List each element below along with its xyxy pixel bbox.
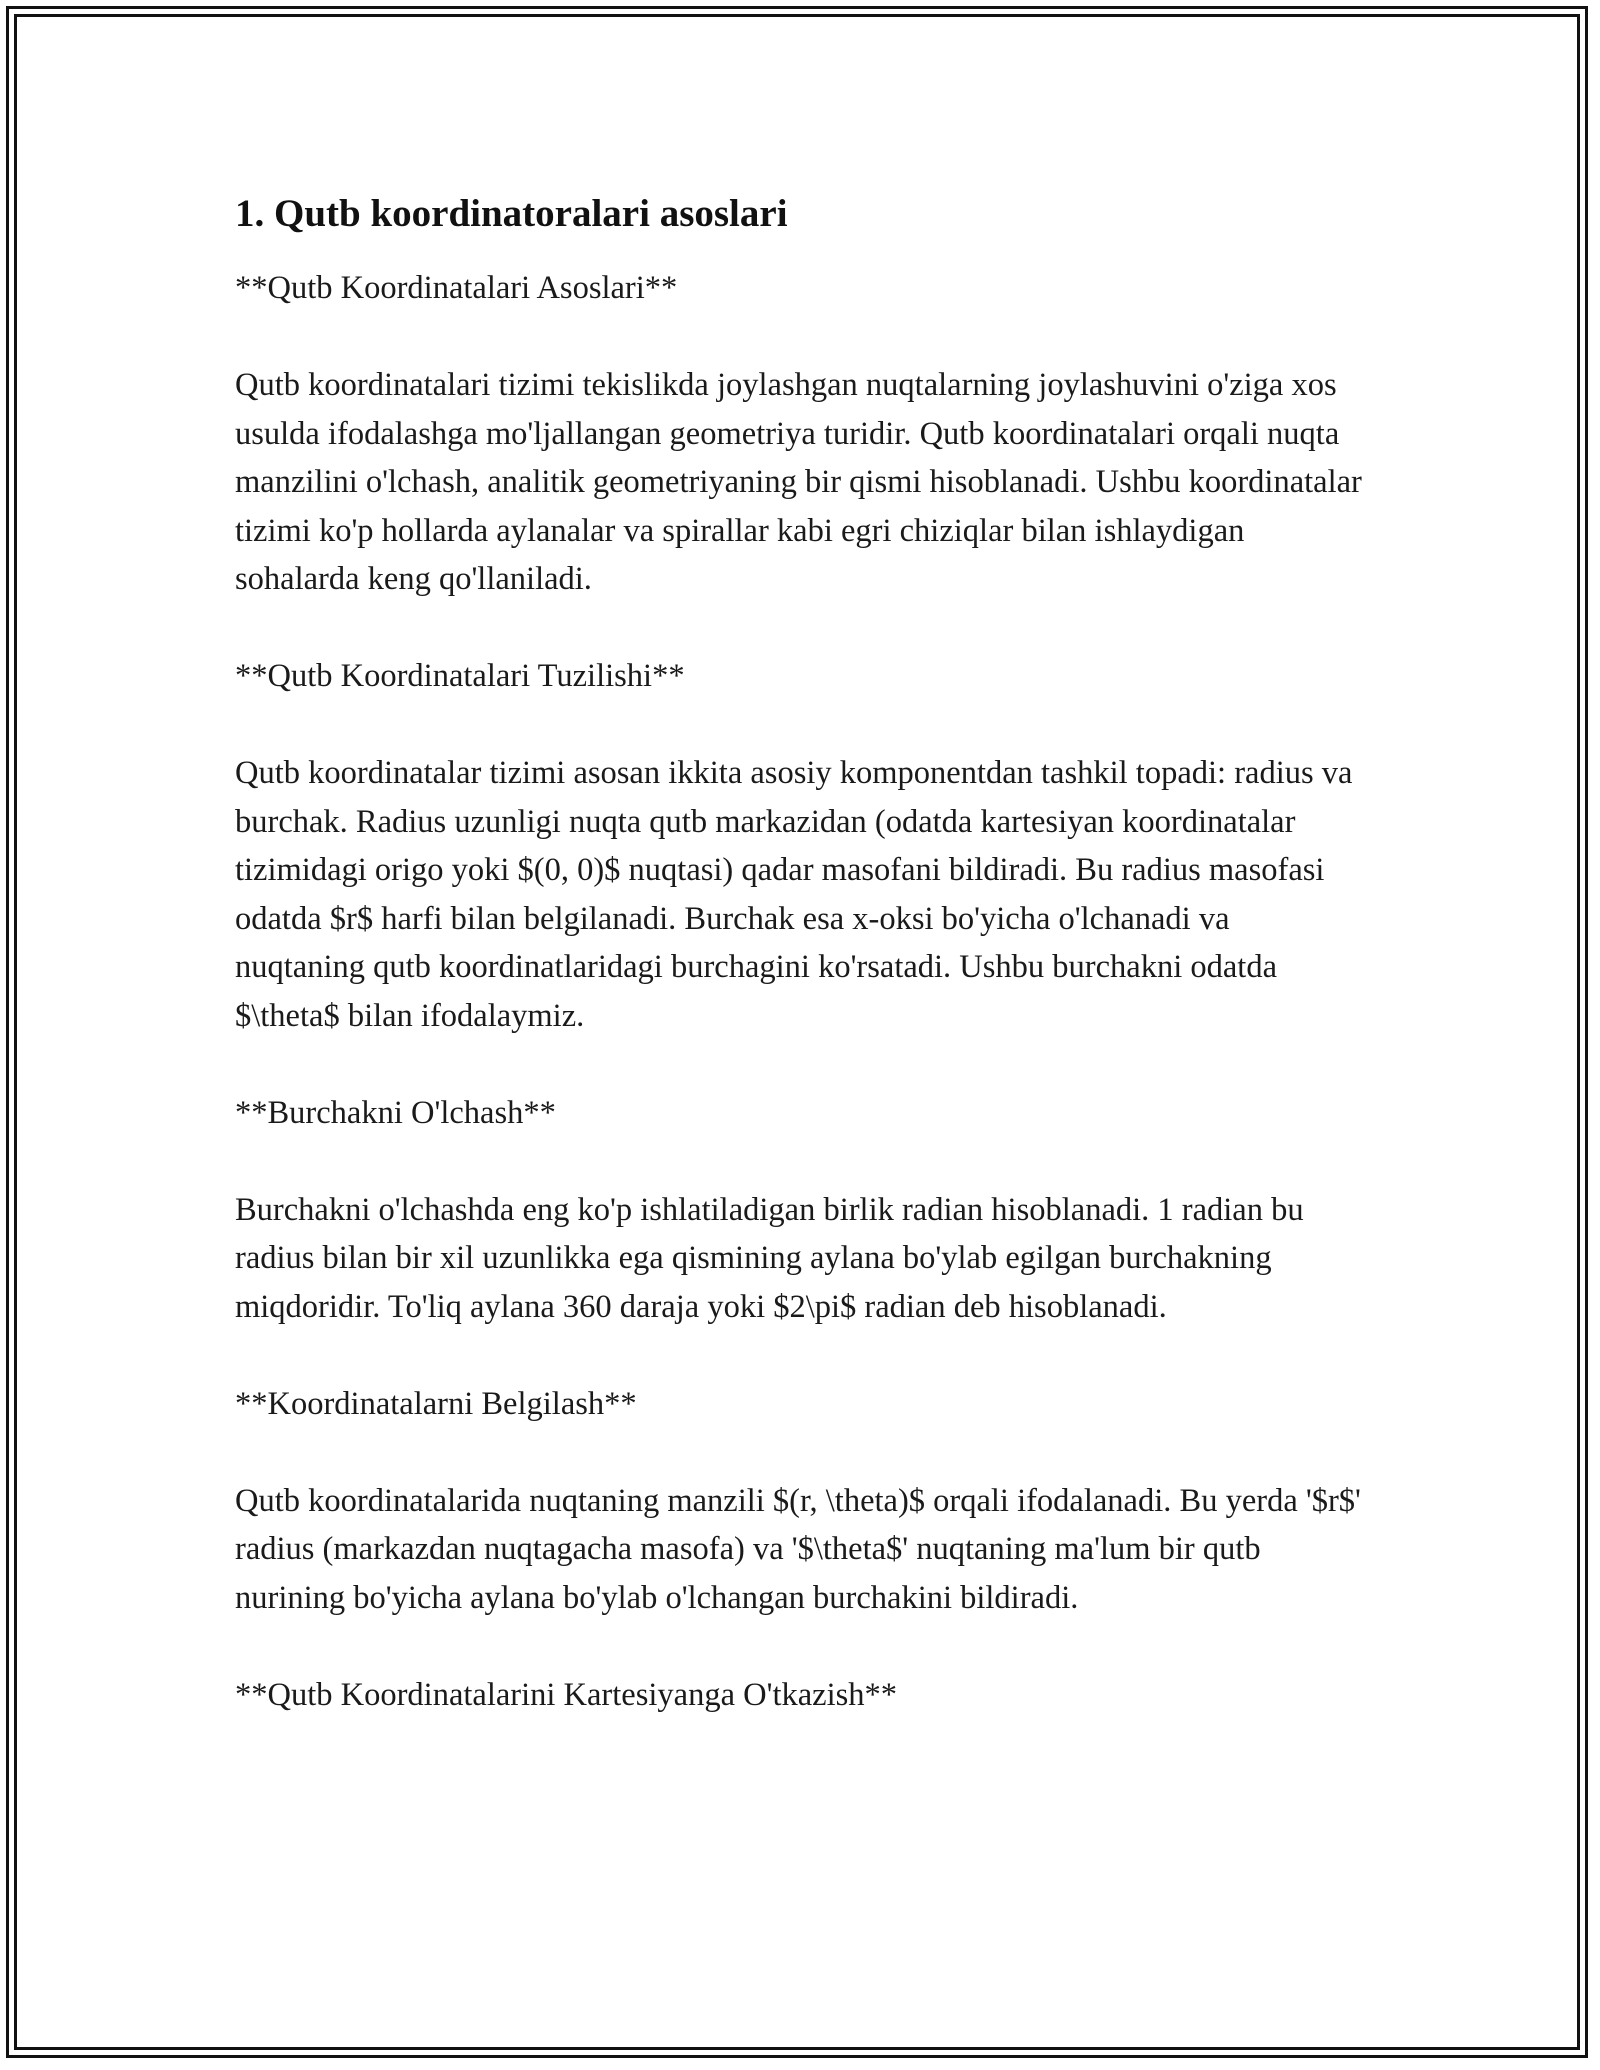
subheading-tuzilishi: **Qutb Koordinatalari Tuzilishi**	[235, 658, 685, 694]
subheading-burchak: **Burchakni O'lchash**	[235, 1094, 556, 1131]
document-body	[235, 188, 1365, 1768]
subheading-asoslari: **Qutb Koordinatalari Asoslari**	[235, 270, 678, 306]
paragraph-notation: Qutb koordinatalarida nuqtaning manzili $(r, \theta)$ orqali ifodalanadi. Bu yerda '$r$' radius (markazdan nuqtagacha masofa) va '$\theta$' nuqtaning ma'lum bir qutb nurining bo'yicha aylana bo'ylab o'lchangan burchakini bildiradi.	[235, 1482, 1361, 1616]
subheading-belgilash: **Koordinatalarni Belgilash**	[235, 1385, 637, 1422]
paragraph-structure: Qutb koordinatalar tizimi asosan ikkita asosiy komponentdan tashkil topadi: radius va burchak. Radius uzunligi nuqta qutb markazidan (odatda kartesiyan koordinatalar tizimidagi origo yoki $(0, 0)$ nuqtasi) qadar masofani bildiradi. Bu radius masofasi odatda $r$ harfi bilan belgilanadi. Burchak esa x-oksi bo'yicha o'lchanadi va nuqtaning qutb koordinatlaridagi burchagini ko'rsatadi. Ushbu burchakni odatda $\theta$ bilan ifodalaymiz.	[235, 755, 1353, 1034]
paragraph-intro: Qutb koordinatalari tizimi tekislikda joylashgan nuqtalarning joylashuvini o'ziga xos usulda ifodalashga mo'ljallangan geometriya turidir. Qutb koordinatalari orqali nuqta manzilini o'lchash, analitik geometriyaning bir qismi hisoblanadi. Ushbu koordinatalar tizimi ko'p hollarda aylanalar va spirallar kabi egri chiziqlar bilan ishlaydigan sohalarda keng qo'llaniladi.	[235, 367, 1362, 597]
paragraph-angle: Burchakni o'lchashda eng ko'p ishlatiladigan birlik radian hisoblanadi. 1 radian bu radius bilan bir xil uzunlikka ega qismining aylana bo'ylab egilgan burchakning miqdoridir. To'liq aylana 360 daraja yoki $2\pi$ radian deb hisoblanadi.	[235, 1191, 1304, 1325]
section-heading: 1. Qutb koordinatoralari asoslari	[235, 192, 788, 235]
subheading-kartesiyan: **Qutb Koordinatalarini Kartesiyanga O'tkazish**	[235, 1676, 897, 1713]
